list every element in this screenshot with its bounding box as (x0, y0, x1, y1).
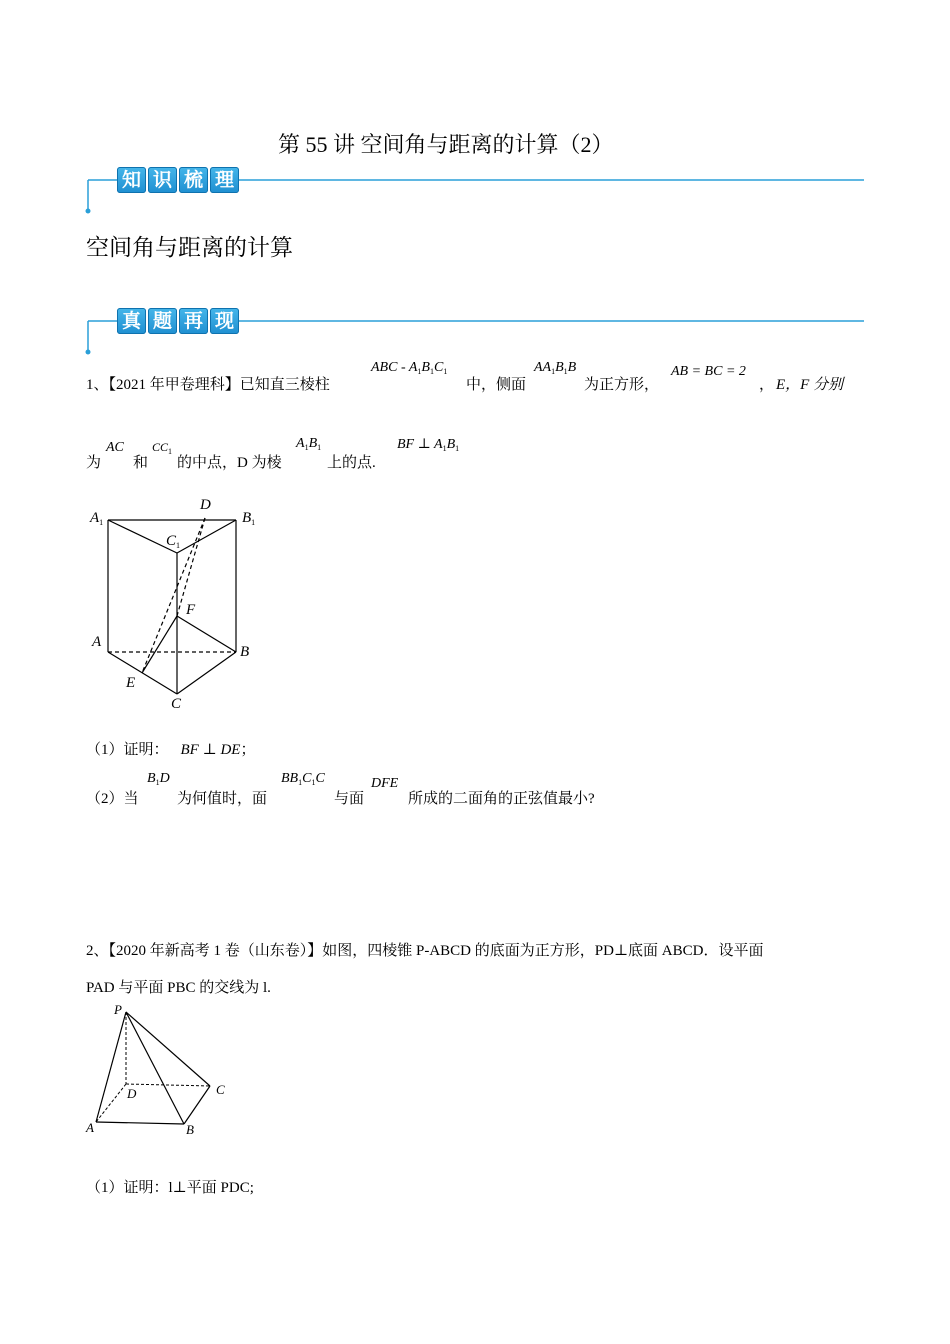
face2-text: BB (281, 771, 299, 786)
sub: 1 (429, 367, 434, 376)
q1-perp (397, 436, 459, 453)
label-text: C (166, 533, 177, 549)
q1-face (534, 360, 576, 376)
q1-dfe: DFE (371, 776, 399, 791)
q1-comma: ， (759, 377, 775, 393)
q1-ef: E，F 分别 (776, 377, 844, 393)
sub: 1 (168, 447, 173, 456)
prism-figure (84, 496, 284, 718)
section-label-knowledge (117, 167, 241, 193)
q2-line1: 2、【2020 年新高考 1 卷（山东卷）】如图，四棱锥 P-ABCD 的底面为正方形，PD⊥底面 ABCD．设平面 (86, 943, 764, 959)
q1-prism (371, 360, 447, 376)
q1-a1b1-b: B (308, 436, 318, 451)
q1-part2c: 与面 (334, 791, 365, 807)
label-e: E (126, 675, 136, 691)
label-text: B (242, 510, 252, 526)
q1-perp-text: BF ⊥ A (397, 437, 443, 452)
q1-perp-b: B (446, 437, 456, 452)
label-text: A (90, 510, 100, 526)
label-char: 真 (117, 308, 146, 334)
q1-a1b1-text: A (296, 436, 305, 451)
sub: 1 (455, 444, 460, 453)
b1d-text: B (147, 771, 156, 786)
label-char: 理 (210, 167, 239, 193)
section-label-exam (117, 308, 241, 334)
q1-prism-c: C (433, 360, 444, 375)
sub: 1 (298, 778, 303, 787)
label-b2: B (186, 1122, 194, 1137)
part1-end: ； (240, 742, 256, 758)
label-f: F (186, 602, 196, 618)
q1-line2c: 上的点. (327, 455, 376, 471)
label-c2: C (216, 1082, 225, 1097)
label-c: C (171, 696, 182, 712)
sub: 1 (176, 541, 181, 550)
part1-math: BF ⊥ DE (180, 742, 241, 758)
sub: 1 (442, 444, 447, 453)
pyramid-figure (84, 1004, 244, 1144)
label-a2: A (86, 1120, 94, 1135)
b1d-tail: D (159, 771, 170, 786)
sub: 1 (551, 367, 556, 376)
label-char: 知 (117, 167, 146, 193)
q1-cc (152, 440, 172, 456)
q1-square: 为正方形， (584, 377, 660, 393)
q1-line2b: 的中点，D 为棱 (177, 455, 282, 471)
sub: 1 (155, 778, 160, 787)
q1-eq: AB = BC = 2 (671, 364, 746, 379)
sub: 1 (563, 367, 568, 376)
q2-line2: PAD 与平面 PBC 的交线为 l. (86, 980, 271, 996)
section-heading: 空间角与距离的计算 (86, 235, 293, 260)
label-d2: D (127, 1086, 137, 1101)
label-char: 再 (179, 308, 208, 334)
label-b1 (242, 510, 255, 527)
q1-line2a: 为 (86, 455, 102, 471)
label-a: A (92, 634, 102, 650)
label-char: 现 (210, 308, 239, 334)
label-char: 梳 (179, 167, 208, 193)
face2-c: C (302, 771, 312, 786)
q1-part2b: 为何值时，面 (177, 791, 268, 807)
sub: 1 (417, 367, 422, 376)
q1-a1b1 (296, 436, 321, 452)
q1-prism-text: ABC - A (371, 360, 418, 375)
q1-part2a: （2）当 (86, 791, 139, 807)
q2-part1: （1）证明：l⊥平面 PDC; (86, 1180, 254, 1196)
q1-face-b: B (555, 360, 564, 375)
q1-cc-text: CC (152, 440, 169, 454)
q1-mid: 中，侧面 (466, 377, 527, 393)
q1-and: 和 (133, 455, 149, 471)
part1-label: （1）证明： (86, 742, 169, 758)
q1-prefix: 1、【2021 年甲卷理科】已知直三棱柱 (86, 377, 330, 393)
page-title: 第 55 讲 空间角与距离的计算（2） (278, 132, 614, 157)
q1-prism-b: B (421, 360, 430, 375)
face2-tail: C (315, 771, 325, 786)
label-char: 识 (148, 167, 177, 193)
label-c1 (166, 533, 180, 550)
sub: 1 (311, 778, 316, 787)
q1-face-tail: B (567, 360, 577, 375)
sub: 1 (443, 367, 448, 376)
sub: 1 (99, 518, 104, 527)
q1-line1 (86, 373, 330, 394)
q1-b1d (147, 771, 170, 787)
label-a1 (90, 510, 103, 527)
sub: 1 (304, 443, 309, 452)
sub: 1 (251, 518, 256, 527)
q1-part1 (86, 738, 255, 759)
label-p: P (114, 1002, 122, 1017)
q1-face-text: AA (534, 360, 552, 375)
label-char: 题 (148, 308, 177, 334)
q1-ac: AC (106, 440, 124, 455)
q1-face2 (281, 771, 325, 787)
q1-part2d: 所成的二面角的正弦值最小? (408, 791, 595, 807)
label-d: D (200, 497, 211, 513)
label-b: B (240, 644, 250, 660)
sub: 1 (317, 443, 322, 452)
